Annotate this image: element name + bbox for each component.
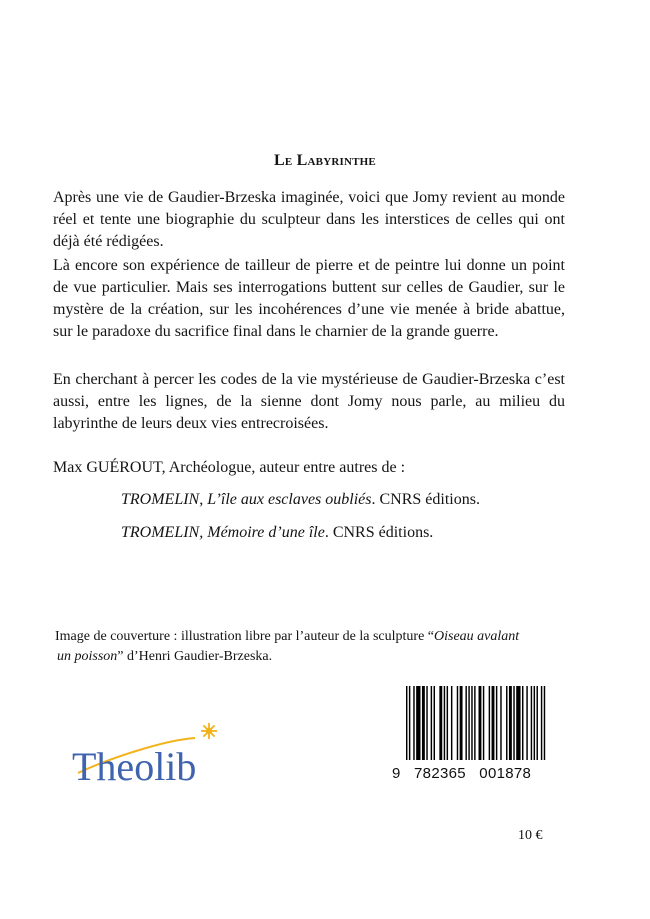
barcode-bar <box>416 686 420 760</box>
barcode-bar <box>434 686 435 760</box>
barcode-digits: 9 782365 001878 <box>392 765 532 780</box>
barcode-bar <box>406 686 407 760</box>
barcode-bar <box>496 686 497 760</box>
barcode-bar <box>513 686 514 760</box>
barcode-bar <box>500 686 501 760</box>
author-credit: Max GUÉROUT, Archéologue, auteur entre autres de : <box>53 459 406 476</box>
caption-work-part2: un poisson <box>57 649 118 664</box>
barcode-bar <box>506 686 507 760</box>
barcode-bar <box>447 686 448 760</box>
barcode-bar <box>509 686 512 760</box>
barcode-bar <box>544 686 545 760</box>
work-reference-2 <box>121 524 433 542</box>
paragraph-2: Là encore son expérience de tailleur de pierre et de peintre lui donne un point de vue particulier. Mais ses interrogations buttent sur celles de Gaudier, sur le mystère de la création, sur les incohérences d’une vie menée à bride abattue, sur le paradoxe du sacrifice final dans le charnier de la grande guerre. <box>53 257 565 340</box>
work-subtitle: , Mémoire d’une île <box>199 524 325 541</box>
barcode-bar <box>479 686 482 760</box>
caption-work-part1: Oiseau avalant <box>434 629 520 644</box>
barcode-bar <box>409 686 410 760</box>
barcode-bar <box>522 686 523 760</box>
work-publisher: . CNRS éditions. <box>324 524 434 541</box>
paragraph-1: Après une vie de Gaudier-Brzeska imaginée, voici que Jomy revient au monde réel et tente une biographie du sculpteur dans les interstices de celles qui ont déjà été rédigées. <box>53 189 565 250</box>
star-icon <box>201 723 217 739</box>
caption-prefix: Image de couverture : illustration libre par l’auteur de la sculpture “ <box>55 629 435 644</box>
publisher-logo <box>70 718 250 793</box>
caption-suffix: ” d’Henri Gaudier-Brzeska. <box>117 649 273 664</box>
barcode-bar <box>471 686 472 760</box>
price: 10 € <box>518 828 543 843</box>
isbn-barcode <box>390 684 586 780</box>
barcode-bar <box>451 686 452 760</box>
barcode-bar <box>460 686 463 760</box>
work-reference-1 <box>121 491 480 509</box>
work-publisher: . CNRS éditions. <box>371 491 480 508</box>
barcode-bar <box>426 686 427 760</box>
work-title: TROMELIN <box>121 491 200 508</box>
work-subtitle: , L’île aux esclaves oubliés <box>199 491 372 508</box>
barcode-bar <box>516 686 520 760</box>
barcode-bar <box>534 686 535 760</box>
barcode-bar <box>537 686 538 760</box>
barcode-bar <box>474 686 475 760</box>
cover-image-caption <box>55 627 575 667</box>
barcode-bar <box>444 686 445 760</box>
barcode-bar <box>489 686 490 760</box>
barcode-bar <box>531 686 532 760</box>
barcode-bar <box>413 686 414 760</box>
barcode-bar <box>541 686 542 760</box>
barcode-bar <box>483 686 484 760</box>
back-cover-title: Le Labyrinthe <box>274 152 376 169</box>
barcode-bar <box>422 686 425 760</box>
barcode-bar <box>457 686 458 760</box>
barcode-bar <box>526 686 527 760</box>
paragraph-3: En cherchant à percer les codes de la vie mystérieuse de Gaudier-Brzeska c’est aussi, entre les lignes, de la sienne dont Jomy nous parle, au milieu du labyrinthe de leurs deux vies entrecroisées. <box>53 371 565 432</box>
logo-text: Theolib <box>72 744 197 789</box>
barcode-bar <box>439 686 442 760</box>
barcode-bar <box>492 686 495 760</box>
work-title: TROMELIN <box>121 524 200 541</box>
barcode-bar <box>468 686 469 760</box>
barcode-bar <box>431 686 432 760</box>
barcode-bar <box>465 686 466 760</box>
